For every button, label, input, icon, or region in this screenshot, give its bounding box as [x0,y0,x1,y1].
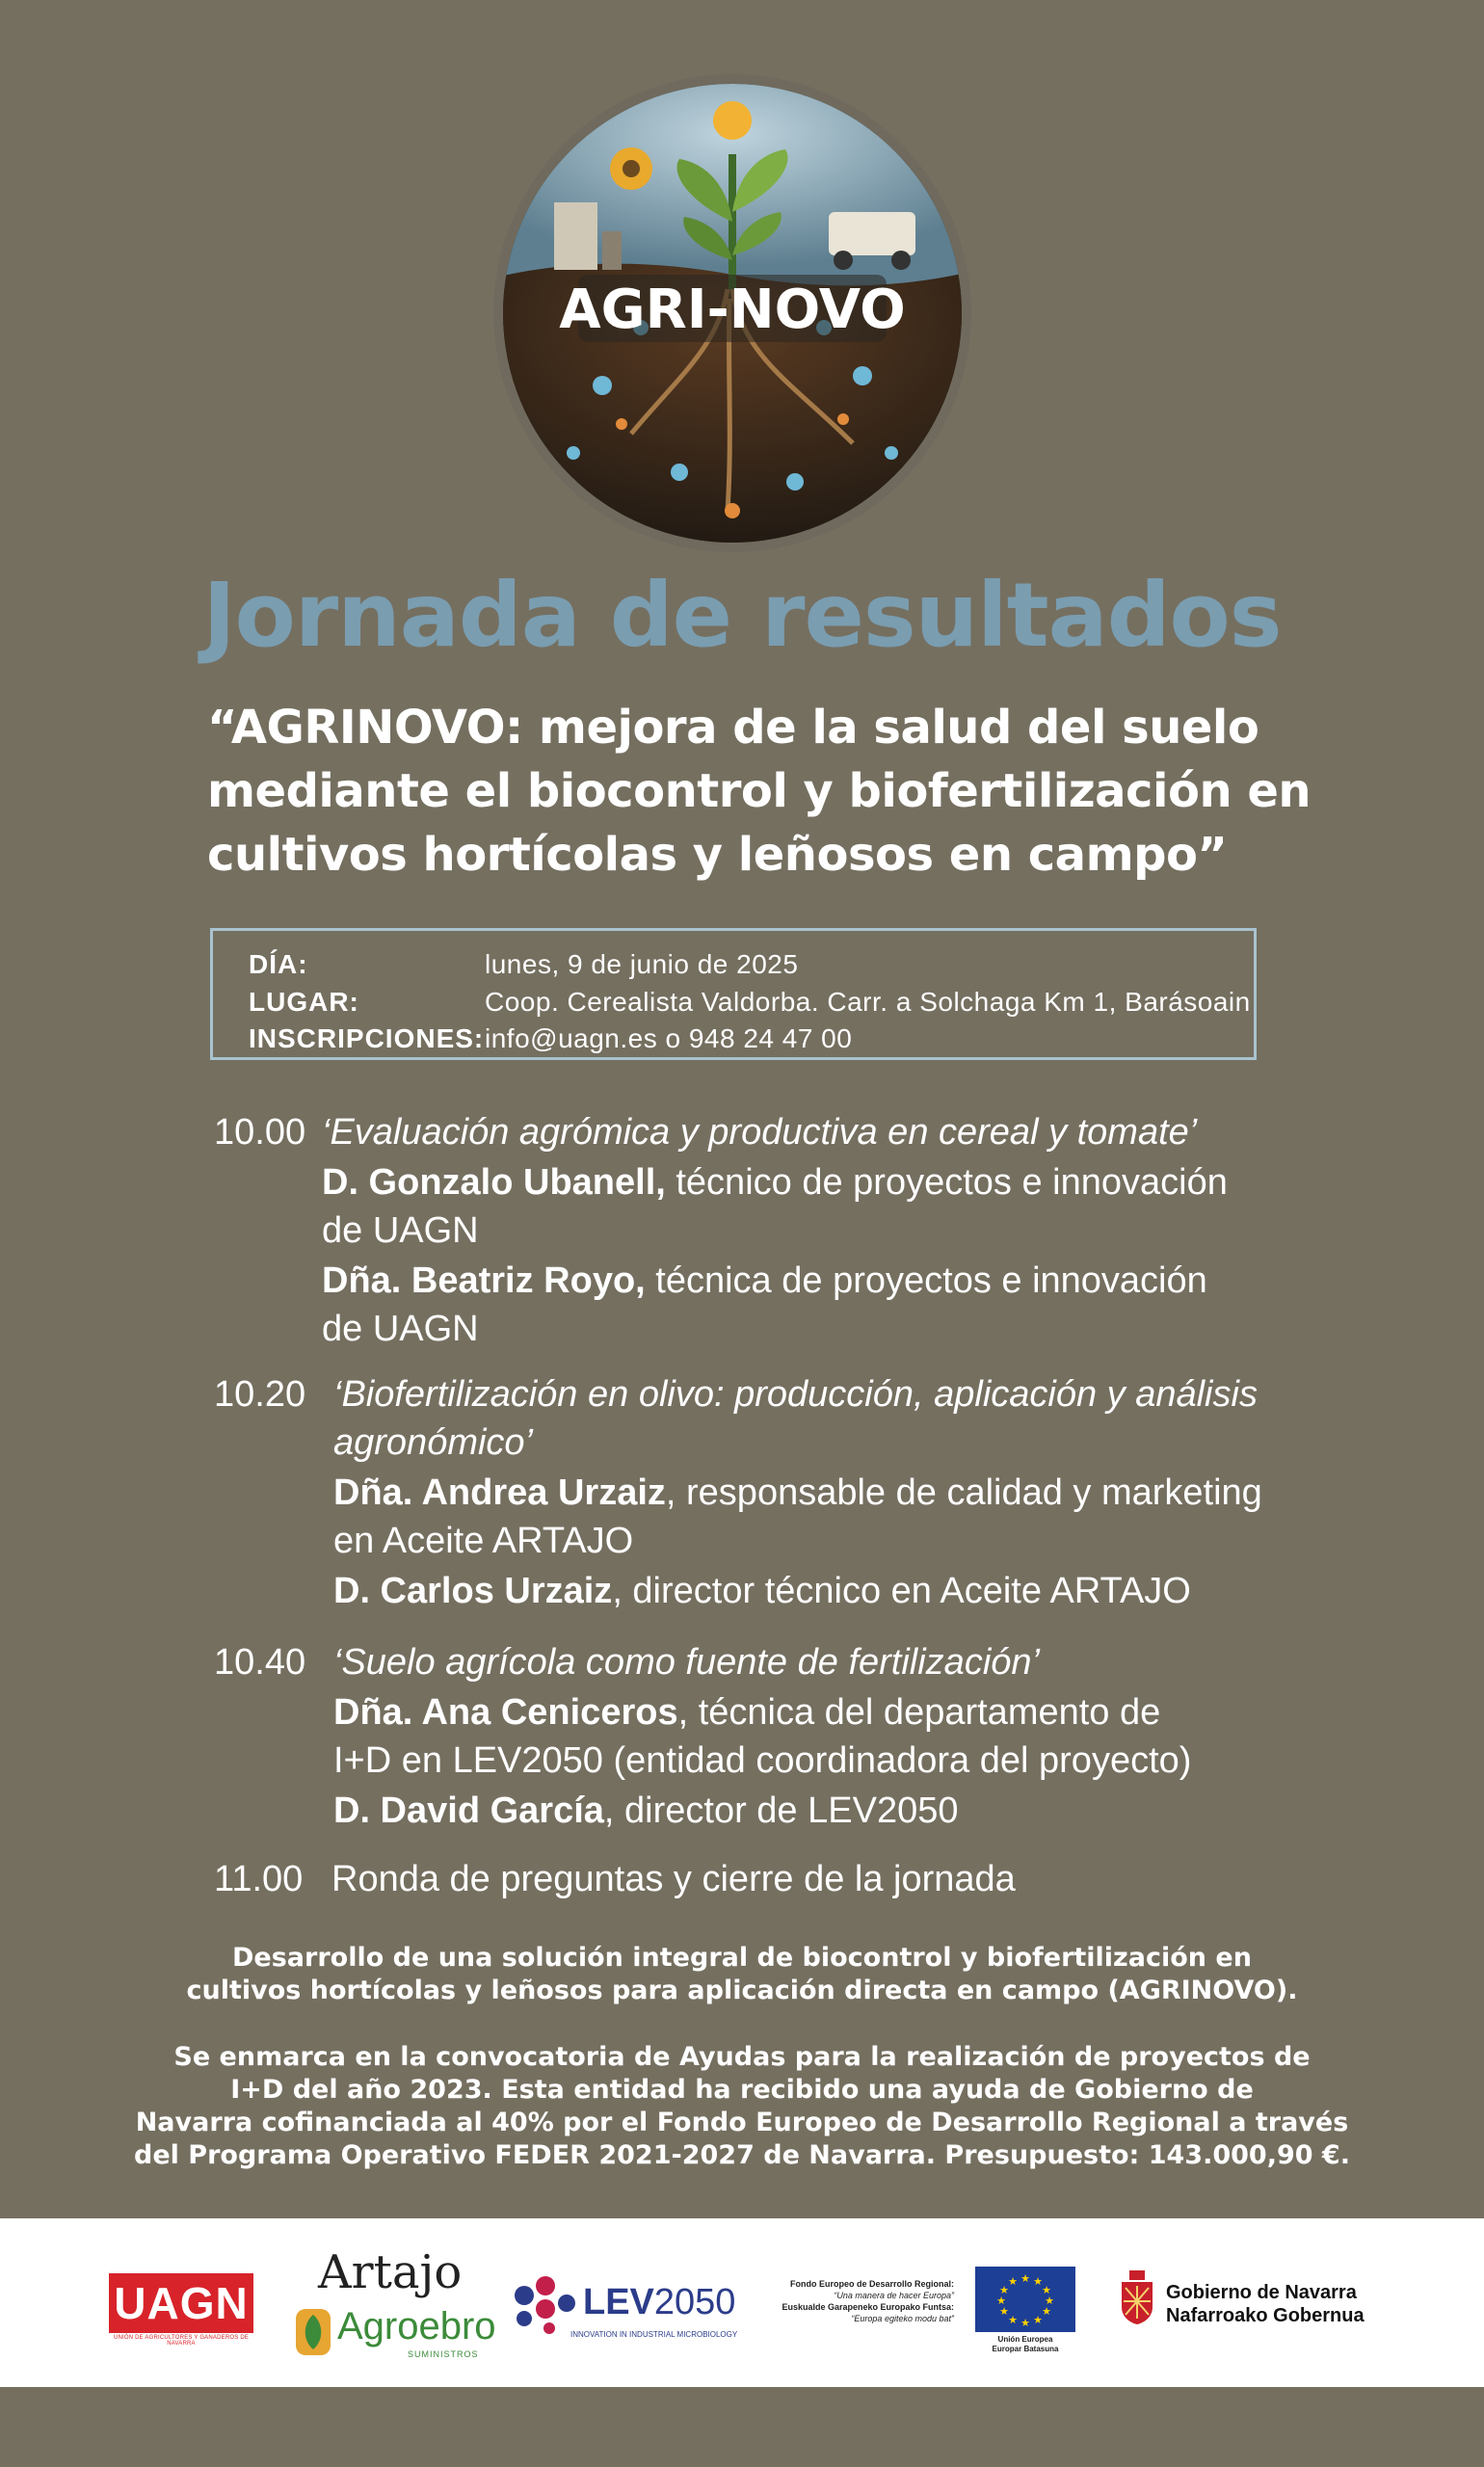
uagn-logo-text: UAGN [109,2273,253,2333]
navarra-name-es: Gobierno de Navarra [1166,2282,1357,2303]
speaker-1-role-cont: de UAGN [322,1210,479,1251]
speaker-2 [333,1787,1191,1835]
speaker-role: técnica de proyectos e innovación [645,1260,1207,1301]
uagn-logo [109,2273,253,2347]
navarra-name-eu: Nafarroako Gobernua [1166,2305,1365,2326]
agroebro-logo-tagline: SUMINISTROS [408,2349,479,2359]
svg-text:★: ★ [1045,2295,1054,2307]
svg-text:★: ★ [999,2305,1009,2318]
subtitle-line-1: “AGRINOVO: mejora de la salud del suelo [207,701,1259,755]
day-value: lunes, 9 de junio de 2025 [485,949,799,979]
slot-time: 11.00 [214,1859,304,1899]
agroebro-logo-text: Agroebro [337,2305,496,2348]
svg-text:★: ★ [1033,2314,1043,2326]
event-subtitle [207,696,1315,887]
speaker-1-role-cont: en Aceite ARTAJO [333,1521,634,1561]
svg-text:★: ★ [1008,2314,1018,2326]
slot-time: 10.00 [214,1112,306,1153]
slot-time: 10.20 [214,1374,306,1415]
speaker-1 [333,1469,1262,1517]
svg-text:★: ★ [1020,2272,1030,2285]
slot-time: 10.40 [214,1642,306,1683]
feder-line-2: “Una manera de hacer Europa” [834,2291,954,2300]
speaker-2 [322,1257,1228,1305]
sponsor-footer [0,2218,1484,2387]
speaker-role: , director de LEV2050 [603,1791,959,1831]
artajo-logo: Artajo [318,2245,463,2299]
svg-text:★: ★ [996,2295,1006,2307]
feder-line-4: “Europa egiteko modu bat” [851,2314,954,2323]
feder-text [771,2278,954,2324]
svg-text:★: ★ [1042,2284,1051,2296]
funding-note-line-3: Navarra cofinanciada al 40% por el Fondo Europeo de Desarrollo Regional a través [135,2108,1349,2137]
speaker-2-role-cont: de UAGN [322,1309,479,1349]
speaker-role: , director técnico en Aceite ARTAJO [612,1571,1191,1611]
talk-title: ‘Evaluación agrómica y productiva en cereal y tomate’ [322,1112,1198,1153]
talk-title-cont: agronómico’ [333,1422,533,1463]
agrinovo-logo [487,67,978,559]
eu-caption-1: Unión Europea [997,2335,1053,2344]
lev2050-tagline: INNOVATION IN INDUSTRIAL MICROBIOLOGY [570,2330,738,2339]
agroebro-leaf-icon [294,2305,332,2359]
speaker-2 [333,1567,1262,1615]
speaker-role: , técnica del departamento de [677,1692,1161,1733]
day-label: DÍA: [249,949,308,979]
subtitle-line-2: mediante el biocontrol y biofertilización en [207,764,1312,818]
eu-flag-icon [975,2267,1075,2332]
svg-text:★: ★ [1033,2275,1043,2288]
funding-note-line-2: I+D del año 2023. Esta entidad ha recibido una ayuda de Gobierno de [230,2075,1254,2105]
project-description [0,1942,1484,2007]
slot-text: Ronda de preguntas y cierre de la jornada [331,1859,1016,1899]
slot-body [333,1370,1262,1615]
registration-label: INSCRIPCIONES: [249,1023,485,1053]
agrinovo-logo-illustration [487,67,978,559]
lev2050-logo [511,2274,752,2342]
agrinovo-logo-text: AGRI-NOVO [559,279,906,341]
registration-value: info@uagn.es o 948 24 47 00 [485,1023,853,1053]
speaker-role: técnico de proyectos e innovación [665,1162,1228,1203]
project-description-line-1: Desarrollo de una solución integral de biocontrol y biofertilización en [232,1943,1252,1973]
subtitle-line-3: cultivos hortícolas y leñosos en campo” [207,828,1228,882]
feder-line-1: Fondo Europeo de Desarrollo Regional: [789,2279,954,2289]
speaker-1 [322,1158,1228,1207]
lev-year: 2050 [653,2282,736,2322]
eu-stars-icon [975,2267,1075,2332]
speaker-name: D. Carlos Urzaiz [333,1571,613,1611]
speaker-role: , responsable de calidad y marketing [665,1472,1262,1513]
funding-note-line-1: Se enmarca en la convocatoria de Ayudas para la realización de proyectos de [173,2042,1311,2072]
place-value: Coop. Cerealista Valdorba. Carr. a Solchaga Km 1, Barásoain [485,987,1251,1017]
lev2050-logo-text [583,2282,735,2323]
speaker-1 [333,1688,1191,1737]
talk-title: ‘Biofertilización en olivo: producción, aplicación y análisis [333,1374,1258,1415]
eu-logo [975,2267,1075,2354]
agroebro-logo [294,2305,496,2363]
gobierno-navarra-logo [1118,2268,1378,2336]
lev2050-molecule-icon [511,2274,578,2334]
slot-body [322,1108,1228,1353]
speaker-name: Dña. Andrea Urzaiz [333,1472,666,1513]
speaker-name: Dña. Ana Ceniceros [333,1692,678,1733]
speaker-name: D. Gonzalo Ubanell, [322,1162,666,1203]
svg-text:★: ★ [1008,2275,1018,2288]
speaker-name: Dña. Beatriz Royo, [322,1260,646,1301]
navarra-shield-icon [1118,2268,1156,2326]
talk-title: ‘Suelo agrícola como fuente de fertilización’ [333,1642,1040,1683]
project-description-line-2: cultivos hortícolas y leñosos para aplicación directa en campo (AGRINOVO). [186,1976,1298,2005]
funding-note [0,2041,1484,2172]
place-label: LUGAR: [249,987,359,1017]
svg-text:★: ★ [999,2284,1009,2296]
feder-line-3: Euskualde Garapeneko Europako Funtsa: [782,2302,954,2312]
speaker-name: D. David García [333,1791,604,1831]
event-info-box [210,928,1257,1060]
lev-part: LEV [583,2282,654,2322]
svg-text:★: ★ [1020,2317,1030,2329]
eu-caption-2: Europar Batasuna [992,2345,1059,2353]
funding-note-line-4: del Programa Operativo FEDER 2021-2027 de Navarra. Presupuesto: 143.000,90 €. [134,2140,1350,2170]
svg-text:★: ★ [1042,2305,1051,2318]
main-title: Jornada de resultados [202,564,1282,667]
slot-body [333,1638,1191,1835]
speaker-1-role-cont: I+D en LEV2050 (entidad coordinadora del proyecto) [333,1740,1192,1781]
uagn-logo-tagline: UNIÓN DE AGRICULTORES Y GANADEROS DE NAVARRA [113,2335,250,2347]
